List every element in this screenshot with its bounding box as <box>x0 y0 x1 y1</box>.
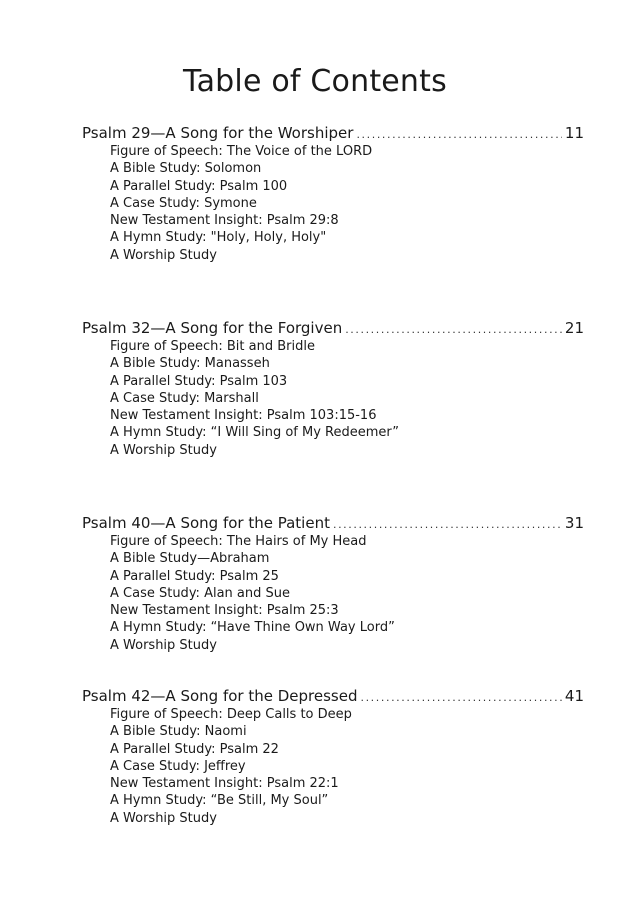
toc-section-heading[interactable] <box>82 123 584 143</box>
dot-leader <box>333 515 562 535</box>
list-item[interactable]: Figure of Speech: Deep Calls to Deep <box>110 707 352 722</box>
dot-leader <box>360 688 561 708</box>
list-item[interactable]: A Bible Study: Manasseh <box>110 356 270 372</box>
list-item[interactable]: A Parallel Study: Psalm 25 <box>110 568 279 584</box>
list-item[interactable]: A Worship Study <box>110 247 217 263</box>
list-item[interactable]: New Testament Insight: Psalm 22:1 <box>110 776 339 792</box>
list-item[interactable]: A Case Study: Alan and Sue <box>110 585 290 601</box>
subsection-list <box>82 143 584 264</box>
list-item[interactable]: New Testament Insight: Psalm 29:8 <box>110 213 339 229</box>
toc-section-heading[interactable] <box>82 513 584 533</box>
list-item[interactable]: A Hymn Study: “I Will Sing of My Redeemer” <box>110 425 400 441</box>
page-number: 41 <box>564 687 584 705</box>
list-item[interactable]: A Case Study: Jeffrey <box>110 758 246 774</box>
list-item[interactable]: A Case Study: Marshall <box>110 390 259 406</box>
section-title: Psalm 42—A Song for the Depressed <box>82 687 358 705</box>
dot-leader <box>345 320 562 340</box>
list-item[interactable]: Figure of Speech: The Hairs of My Head <box>110 534 367 549</box>
list-item[interactable]: A Hymn Study: “Have Thine Own Way Lord” <box>110 620 395 636</box>
dot-leader <box>356 125 561 145</box>
subsection-list <box>82 533 584 654</box>
list-item[interactable]: A Parallel Study: Psalm 103 <box>110 373 288 389</box>
list-item[interactable]: A Worship Study <box>110 637 217 653</box>
subsection-list <box>82 338 584 459</box>
list-item[interactable]: A Bible Study: Solomon <box>110 161 262 177</box>
list-item[interactable]: A Parallel Study: Psalm 22 <box>110 741 279 757</box>
section-title: Psalm 32—A Song for the Forgiven <box>82 319 343 337</box>
list-item[interactable]: A Hymn Study: “Be Still, My Soul” <box>110 793 329 809</box>
list-item[interactable]: A Case Study: Symone <box>110 195 257 211</box>
list-item[interactable]: A Worship Study <box>110 442 217 458</box>
list-item[interactable]: New Testament Insight: Psalm 25:3 <box>110 603 339 619</box>
page-number: 31 <box>564 514 584 532</box>
list-item[interactable]: A Hymn Study: "Holy, Holy, Holy" <box>110 230 327 246</box>
list-item[interactable]: A Bible Study—Abraham <box>110 551 270 567</box>
toc-section-heading[interactable] <box>82 318 584 338</box>
list-item[interactable]: Figure of Speech: The Voice of the LORD <box>110 144 373 159</box>
toc-section <box>82 123 584 264</box>
list-item[interactable]: New Testament Insight: Psalm 103:15-16 <box>110 408 377 424</box>
toc-section <box>82 513 584 654</box>
list-item[interactable]: A Bible Study: Naomi <box>110 724 247 740</box>
page-number: 11 <box>564 124 584 142</box>
section-title: Psalm 40—A Song for the Patient <box>82 514 330 532</box>
page-title: Table of Contents <box>183 64 447 99</box>
subsection-list <box>82 706 584 827</box>
toc-section <box>82 686 584 827</box>
section-title: Psalm 29—A Song for the Worshiper <box>82 124 354 142</box>
list-item[interactable]: A Worship Study <box>110 810 217 826</box>
toc-section-heading[interactable] <box>82 686 584 706</box>
list-item[interactable]: Figure of Speech: Bit and Bridle <box>110 339 315 354</box>
page-number: 21 <box>564 319 584 337</box>
toc-section <box>82 318 584 459</box>
list-item[interactable]: A Parallel Study: Psalm 100 <box>110 178 288 194</box>
